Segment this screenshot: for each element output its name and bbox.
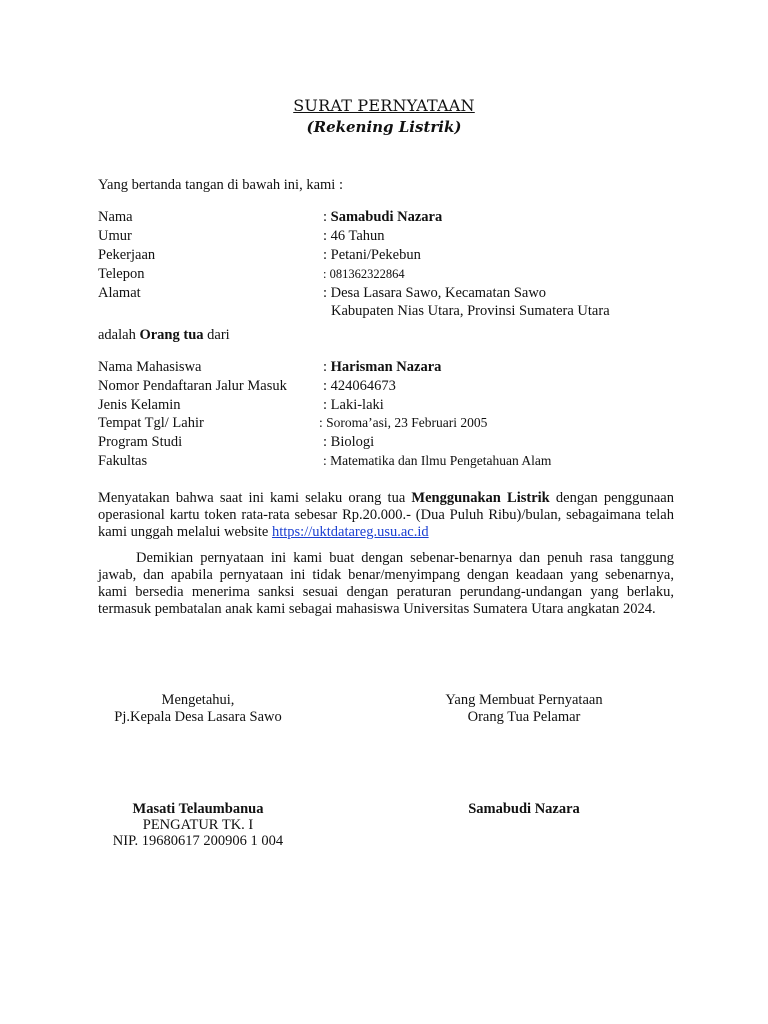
sign-right-line1: Yang Membuat Pernyataan xyxy=(445,692,603,708)
sign-left-line2: Pj.Kepala Desa Lasara Sawo xyxy=(114,709,282,725)
student-name-label: Nama Mahasiswa xyxy=(98,359,202,375)
closing-paragraph: Demikian pernyataan ini kami buat dengan sebenar-benarnya dan penuh rasa tanggung jawab, dan apabila pernyataan ini tidak benar/menyimpang dengan keadaan yang sebenarnya, kami bersedia menerima sanksi sesuai dengan peraturan perundang-undangan yang berlaku, termasuk pembatalan anak kami sebagai mahasiswa Universitas Sumatera Utara angkatan 2024. xyxy=(98,550,674,617)
parent-job-label: Pekerjaan xyxy=(98,247,156,263)
sign-right-line2: Orang Tua Pelamar xyxy=(467,709,581,725)
statement-part2: dengan penggunaan operasional kartu token rata-rata sebesar Rp.20.000.- (Dua Puluh Ribu)/bulan, sebagaimana telah kami unggah melalui website xyxy=(98,490,674,540)
student-faculty-label: Fakultas xyxy=(98,453,148,469)
parent-address-value-1: : Desa Lasara Sawo, Kecamatan Sawo xyxy=(323,285,547,301)
sign-left-rank: PENGATUR TK. I xyxy=(142,817,254,833)
sign-left-name: Masati Telaumbanua xyxy=(132,801,264,817)
parent-address-value-2: Kabupaten Nias Utara, Provinsi Sumatera Utara xyxy=(331,303,610,319)
parent-name: Samabudi Nazara xyxy=(330,209,443,225)
relation-text xyxy=(98,326,230,344)
document-title: SURAT PERNYATAAN xyxy=(293,96,475,115)
parent-job-value: : Petani/Pekebun xyxy=(323,247,421,263)
parent-name-value: : Samabudi Nazara xyxy=(323,209,443,225)
student-gender-value: : Laki-laki xyxy=(323,397,384,413)
parent-age-value: : 46 Tahun xyxy=(323,228,385,244)
parent-name-label: Nama xyxy=(98,209,133,225)
document-subtitle: (Rekening Listrik) xyxy=(306,118,462,136)
student-reg-value: : 424064673 xyxy=(323,378,396,394)
student-name-value: : Harisman Nazara xyxy=(323,359,442,375)
relation-bold: Orang tua xyxy=(139,327,204,343)
student-gender-label: Jenis Kelamin xyxy=(98,397,181,413)
student-program-value: : Biologi xyxy=(323,434,375,450)
student-birth-label: Tempat Tgl/ Lahir xyxy=(98,415,204,431)
statement-part1: Menyatakan bahwa saat ini kami selaku orang tua xyxy=(98,490,412,506)
parent-phone-value: : 081362322864 xyxy=(323,267,405,281)
website-link[interactable]: https://uktdatareg.usu.ac.id xyxy=(271,524,429,540)
relation-suffix: dari xyxy=(203,327,230,343)
sign-left-nip: NIP. 19680617 200906 1 004 xyxy=(112,833,284,849)
student-name: Harisman Nazara xyxy=(330,359,442,375)
relation-prefix: adalah xyxy=(98,327,140,343)
student-program-label: Program Studi xyxy=(98,434,183,450)
parent-phone-label: Telepon xyxy=(98,266,145,282)
statement-bold: Menggunakan Listrik xyxy=(411,490,550,506)
statement-paragraph xyxy=(98,490,674,541)
intro-text: Yang bertanda tangan di bawah ini, kami : xyxy=(98,177,343,193)
parent-address-label: Alamat xyxy=(98,285,141,301)
student-faculty-value: : Matematika dan Ilmu Pengetahuan Alam xyxy=(323,453,552,468)
student-birth-value: : Soroma’asi, 23 Februari 2005 xyxy=(319,415,488,430)
student-reg-label: Nomor Pendaftaran Jalur Masuk xyxy=(98,378,287,394)
parent-age-label: Umur xyxy=(98,228,132,244)
sign-left-line1: Mengetahui, xyxy=(161,692,235,708)
sign-right-name: Samabudi Nazara xyxy=(468,801,580,817)
